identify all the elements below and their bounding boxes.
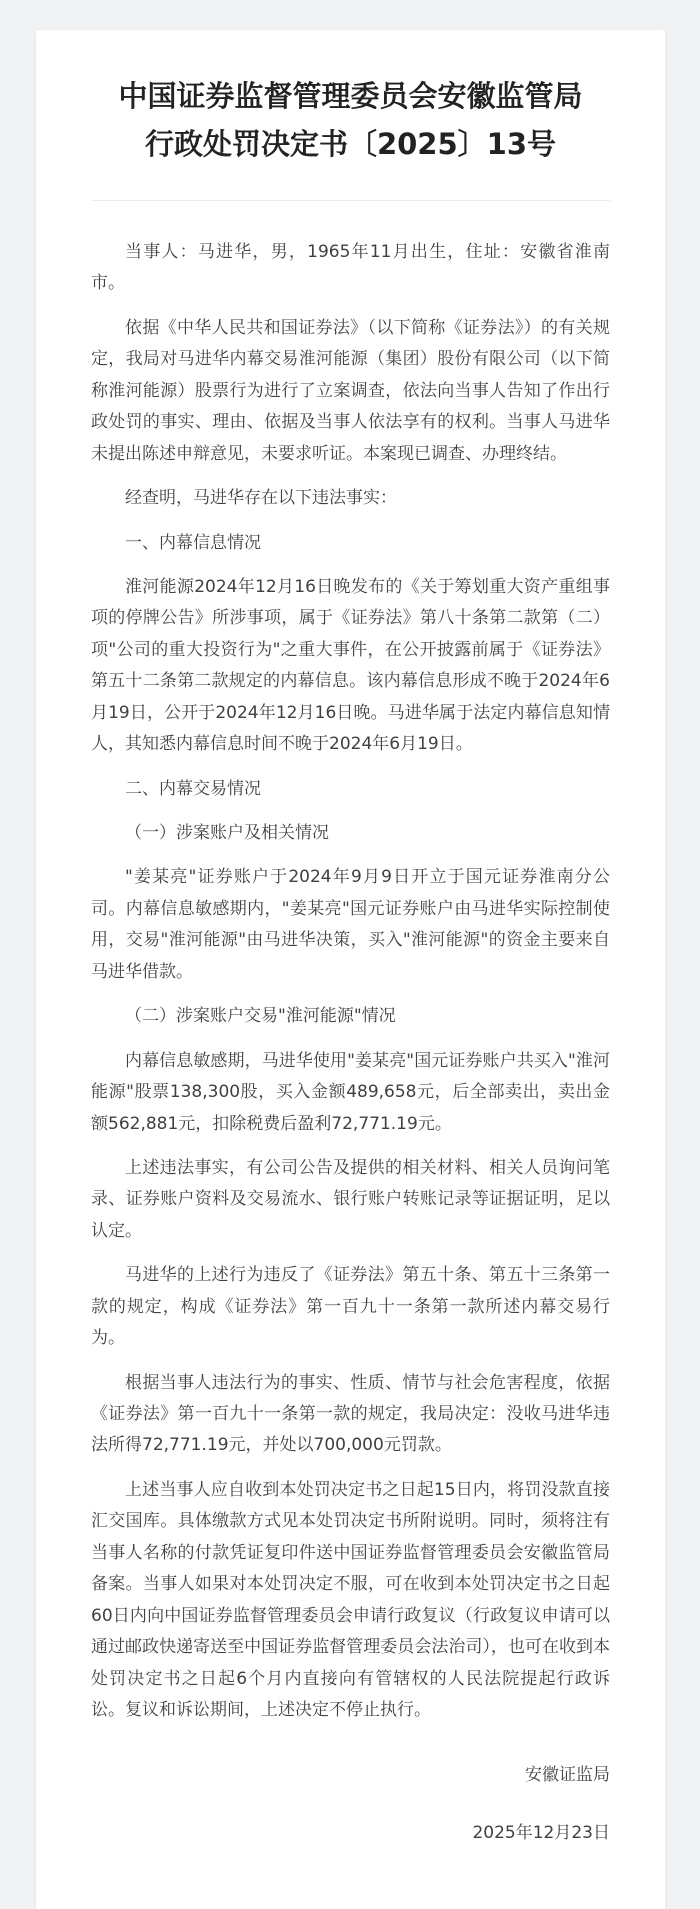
evidence-paragraph: 上述违法事实，有公司公告及提供的相关材料、相关人员询问笔录、证券账户资料及交易流水、银行账户转账记录等证据证明，足以认定。	[91, 1157, 610, 1241]
subsection-1-heading: （一）涉案账户及相关情况	[125, 823, 329, 843]
payment-appeal-paragraph: 上述当事人应自收到本处罚决定书之日起15日内，将罚没款直接汇交国库。具体缴款方式见本处罚决定书所附说明。同时，须将注有当事人名称的付款凭证复印件送中国证券监督管理委员会安徽监管局备案。当事人如果对本处罚决定不服，可在收到本处罚决定书之日起60日内向中国证券监督管理委员会申请行政复议（行政复议申请可以通过邮政快递寄送至中国证券监督管理委员会法治司），也可在收到本处罚决定书之日起6个月内直接向有管辖权的人民法院提起行政诉讼。复议和诉讼期间，上述决定不停止执行。	[91, 1479, 610, 1720]
party-info-paragraph: 当事人：马进华，男，1965年11月出生，住址：安徽省淮南市。	[91, 242, 610, 294]
section-1-heading: 一、内幕信息情况	[125, 532, 261, 553]
signature-authority: 安徽证监局	[525, 1765, 610, 1786]
decision-paragraph: 根据当事人违法行为的事实、性质、情节与社会危害程度，依据《证券法》第一百九十一条第一款的规定，我局决定：没收马进华违法所得72,771.19元，并处以700,000元罚款。	[91, 1372, 610, 1456]
violation-paragraph: 马进华的上述行为违反了《证券法》第五十条、第五十三条第一款的规定，构成《证券法》第一百九十一条第一款所述内幕交易行为。	[91, 1265, 610, 1349]
facts-intro-paragraph: 经查明，马进华存在以下违法事实：	[125, 488, 397, 509]
document-title-line2: 行政处罚决定书〔2025〕13号	[144, 127, 557, 161]
page-background	[0, 30, 700, 1877]
document-title-line1: 中国证券监督管理委员会安徽监管局	[118, 79, 583, 113]
inside-information-paragraph: 淮河能源2024年12月16日晚发布的《关于筹划重大资产重组事项的停牌公告》所涉事项，属于《证券法》第八十条第二款第（二）项"公司的重大投资行为"之重大事件，在公开披露前属于《证券法》第五十二条第二款规定的内幕信息。该内幕信息形成不晚于2024年6月19日，公开于2024年12月16日晚。马进华属于法定内幕信息知情人，其知悉内幕信息时间不晚于2024年6月19日。	[91, 576, 610, 755]
signature-date: 2025年12月23日	[472, 1822, 610, 1843]
subsection-2-heading: （二）涉案账户交易"淮河能源"情况	[125, 1006, 396, 1027]
title-divider	[91, 200, 610, 201]
signature-block	[91, 1760, 610, 1849]
trading-details-paragraph: 内幕信息敏感期，马进华使用"姜某亮"国元证券账户共买入"淮河能源"股票138,300股，买入金额489,658元，后全部卖出，卖出金额562,881元，扣除税费后盈利72,771.19元。	[91, 1050, 610, 1134]
section-2-heading: 二、内幕交易情况	[125, 778, 261, 799]
document-title	[91, 72, 610, 168]
account-details-paragraph: "姜某亮"证券账户于2024年9月9日开立于国元证券淮南分公司。内幕信息敏感期内，"姜某亮"国元证券账户由马进华实际控制使用，交易"淮河能源"由马进华决策，买入"淮河能源"的资金主要来自马进华借款。	[91, 867, 610, 982]
legal-basis-paragraph: 依据《中华人民共和国证券法》（以下简称《证券法》）的有关规定，我局对马进华内幕交易淮河能源（集团）股份有限公司（以下简称淮河能源）股票行为进行了立案调查，依法向当事人告知了作出行政处罚的事实、理由、依据及当事人依法享有的权利。当事人马进华未提出陈述申辩意见，未要求听证。本案现已调查、办理终结。	[91, 317, 610, 464]
penalty-decision-document	[36, 30, 665, 1909]
document-body	[91, 237, 610, 1726]
